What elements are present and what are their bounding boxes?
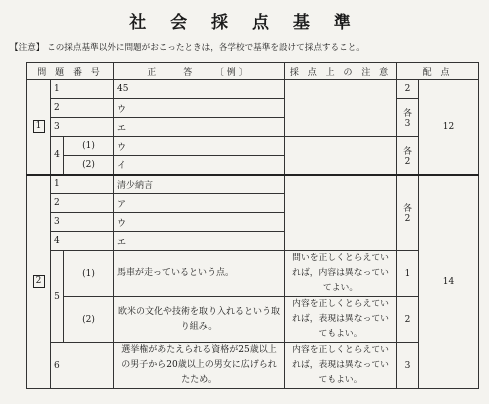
sub-number: (2)	[64, 297, 114, 343]
points-cell: 2	[397, 80, 419, 99]
table-row	[27, 251, 479, 297]
caution-note: 【注意】 この採点基準以外に問題がおこったときは，各学校で基準を設けて採点すること。	[10, 43, 365, 53]
header-answer: 正 答 〔例〕	[114, 63, 285, 80]
scoring-table	[26, 62, 479, 389]
notes-cell	[285, 80, 397, 137]
row-number: 1	[51, 175, 114, 194]
points-cell: 2	[397, 297, 419, 343]
sub-number: (2)	[64, 156, 114, 175]
answer-cell: エ	[114, 232, 285, 251]
notes-cell	[285, 175, 397, 251]
points-cell: 各 2	[397, 175, 419, 251]
table-row	[27, 99, 479, 118]
sub-number: (1)	[64, 251, 114, 297]
answer-cell: 45	[114, 80, 285, 99]
page-title: 社 会 採 点 基 準	[129, 13, 360, 33]
row-number: 1	[51, 80, 114, 99]
question-1-label: 1	[27, 80, 51, 175]
points-cell: 1	[397, 251, 419, 297]
points-cell: 各 3	[397, 99, 419, 137]
row-number: 2	[51, 99, 114, 118]
answer-cell: ア	[114, 194, 285, 213]
answer-cell: 選挙権があたえられる資格が25歳以上の男子から20歳以上の男女に広げられたため。	[114, 343, 285, 389]
header-notes: 採 点 上 の 注 意	[285, 63, 397, 80]
header-row	[27, 63, 479, 80]
sub-number: (1)	[64, 137, 114, 156]
answer-cell: ウ	[114, 213, 285, 232]
answer-cell: 馬車が走っているという点。	[114, 251, 285, 297]
question-2-total: 14	[419, 175, 479, 389]
row-number: 4	[51, 137, 64, 175]
answer-cell: 欧米の文化や技術を取り入れるという取り組み。	[114, 297, 285, 343]
notes-cell: 問いを正しくとらえていれば，内容は異なっていてよい。	[285, 251, 397, 297]
notes-cell: 内容を正しくとらえていれば，表現は異なっていてもよい。	[285, 297, 397, 343]
header-points: 配 点	[397, 63, 479, 80]
row-number: 3	[51, 118, 114, 137]
row-number: 4	[51, 232, 114, 251]
question-2-label: 2	[27, 175, 51, 389]
answer-cell: エ	[114, 118, 285, 137]
row-number: 6	[51, 343, 114, 389]
answer-cell: イ	[114, 156, 285, 175]
table-row	[27, 80, 479, 99]
answer-cell: 清少納言	[114, 175, 285, 194]
points-cell: 3	[397, 343, 419, 389]
points-cell: 各 2	[397, 137, 419, 175]
table-row	[27, 175, 479, 194]
answer-cell: ウ	[114, 99, 285, 118]
row-number: 3	[51, 213, 114, 232]
answer-cell: ウ	[114, 137, 285, 156]
table-row	[27, 137, 479, 156]
question-1-total: 12	[419, 80, 479, 175]
table-row	[27, 343, 479, 389]
row-number: 2	[51, 194, 114, 213]
notes-cell	[285, 137, 397, 175]
table-row	[27, 297, 479, 343]
notes-cell: 内容を正しくとらえていれば，表現は異なっていてもよい。	[285, 343, 397, 389]
row-number: 5	[51, 251, 64, 343]
header-number: 問 題 番 号	[27, 63, 114, 80]
